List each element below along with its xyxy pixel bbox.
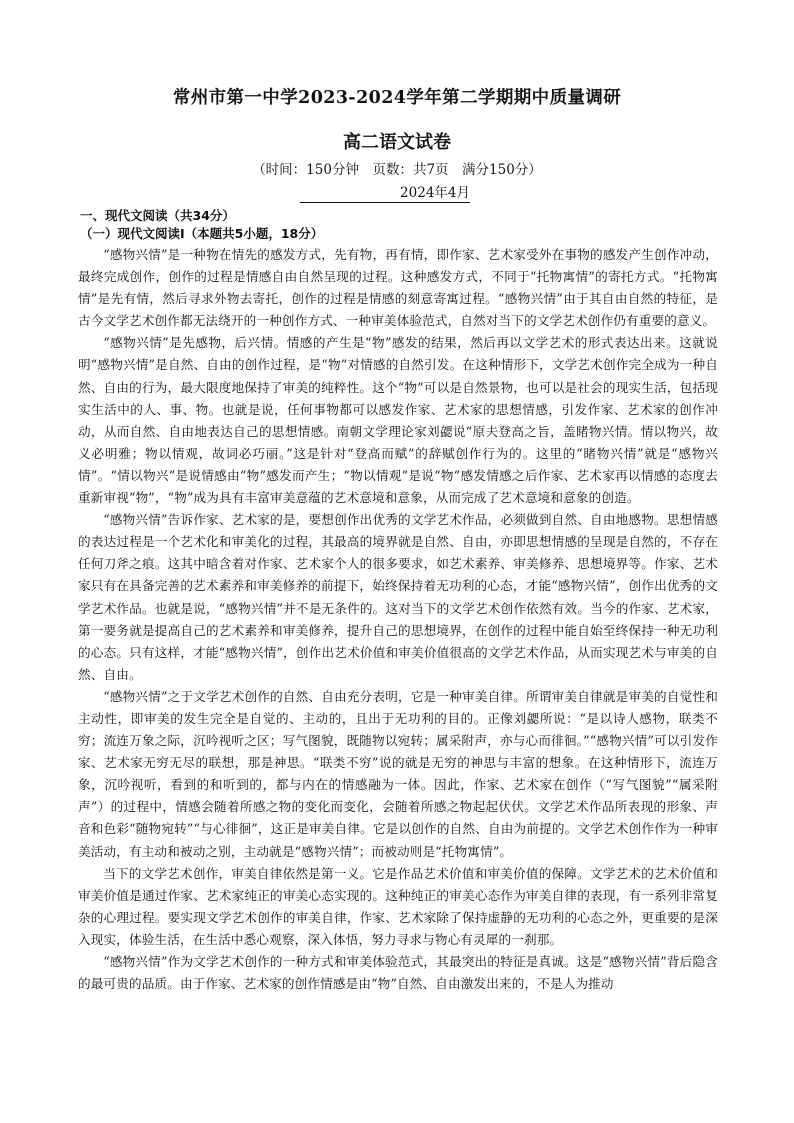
paragraph: “感物兴情”是一种物在情先的感发方式，先有物，再有情，即作家、艺术家受外在事物的感发产生创作冲动，最终完成创作，创作的过程是情感自由自然呈现的过程。这种感发方式，不同于“托物寓情”的寄托方式。“托物寓情”是先有情，然后寻求外物去寄托，创作的过程是情感的刻意寄寓过程。“感物兴情”由于其自由自然的特征，是古今文学艺术创作都无法绕开的一种创作方式、一种审美体验范式，自然对当下的文学艺术创作仍有重要的意义。	[78, 247, 718, 329]
exam-meta: （时间：150分钟 页数：共7页 满分150分）	[252, 162, 542, 178]
exam-subtitle: 高二语文试卷	[343, 132, 451, 153]
paragraph: “感物兴情”告诉作家、艺术家的是，要想创作出优秀的文学艺术作品，必须做到自然、自由地感物。思想情感的表达过程是一个艺术化和审美化的过程，其最高的境界就是自然、自由，亦即思想情感的呈现是自然的，不存在任何刀斧之痕。这其中暗含着对作家、艺术家个人的很多要求，如艺术素养、审美修养、思想境界等。作家、艺术家只有在具备完善的艺术素养和审美修养的前提下，始终保持着无功利的心态，才能“感物兴情”，创作出优秀的文学艺术作品。也就是说，“感物兴情”并不是无条件的。这对当下的文学艺术创作依然有效。当今的作家、艺术家，第一要务就是提高自己的艺术素养和审美修养，提升自己的思想境界，在创作的过程中能自始至终保持一种无功利的心态。只有这样，才能“感物兴情”，创作出艺术价值和审美价值很高的文学艺术作品，从而实现艺术与审美的自然、自由。	[78, 512, 718, 682]
paragraph: “感物兴情”之于文学艺术创作的自然、自由充分表明，它是一种审美自律。所谓审美自律就是审美的自觉性和主动性，即审美的发生完全是自觉的、主动的，且出于无功利的目的。正像刘勰所说：“是以诗人感物，联类不穷；流连万象之际，沉吟视听之区；写气图貌，既随物以宛转；属采附声，亦与心而徘徊。”“感物兴情”可以引发作家、艺术家无穷无尽的联想，那是神思。“联类不穷”说的就是无穷的神思与丰富的想象。在这种情形下，流连万象，沉吟视听，看到的和听到的，都与内在的情感融为一体。因此，作家、艺术家在创作（“写气图貌”“属采附声”）的过程中，情感会随着所感之物的变化而变化，会随着所感之物起起伏伏。文学艺术作品所表现的形象、声音和色彩“随物宛转”“与心徘徊”，这正是审美自律。它是以创作的自然、自由为前提的。文学艺术创作作为一种审美活动，有主动和被动之别，主动就是“感物兴情”；而被动则是“托物寓情”。	[78, 688, 718, 859]
paragraph: “感物兴情”是先感物，后兴情。情感的产生是“物”感发的结果，然后再以文学艺术的形式表达出来。这就说明“感物兴情”是自然、自由的创作过程，是“物”对情感的自然引发。在这种情形下，文学艺术创作完全成为一种自然、自由的行为，最大限度地保持了审美的纯粹性。这个“物”可以是自然景物，也可以是社会的现实生活，包括现实生活中的人、事、物。也就是说，任何事物都可以感发作家、艺术家的思想情感，引发作家、艺术家的创作冲动，从而自然、自由地表达自己的思想情感。南朝文学理论家刘勰说“原夫登高之旨，盖睹物兴情。情以物兴，故义必明雅；物以情观，故词必巧丽。”这是针对“登高而赋”的辞赋创作行为的。这里的“睹物兴情”就是“感物兴情”。“情以物兴”是说情感由“物”感发而产生；“物以情观”是说“物”感发情感之后作家、艺术家再以情感的态度去重新审视“物”，“物”成为具有丰富审美意蕴的艺术意境和意象，从而完成了艺术意境和意象的创造。	[78, 335, 718, 506]
subsection-heading: （一）现代文阅读Ⅰ（本题共5小题，18分）	[80, 226, 324, 241]
paragraph: “感物兴情”作为文学艺术创作的一种方式和审美体验范式，其最突出的特征是真诚。这是“感物兴情”背后隐含的最可贵的品质。由于作家、艺术家的创作情感是由“物”自然、自由激发出来的，不是人为推动	[78, 954, 718, 992]
exam-title: 常州市第一中学2023-2024学年第二学期期中质量调研	[172, 88, 622, 108]
exam-date: 2024年4月	[300, 181, 470, 203]
paragraph: 当下的文学艺术创作，审美自律依然是第一义。它是作品艺术价值和审美价值的保障。文学艺术的艺术价值和审美价值是通过作家、艺术家纯正的审美心态实现的。这种纯正的审美心态作为审美自律的表现，有一系列非常复杂的心理过程。要实现文学艺术创作的审美自律，作家、艺术家除了保持虚静的无功利的心态之外，更重要的是深入现实，体验生活，在生活中悉心观察，深入体悟，努力寻求与物心有灵犀的一刹那。	[78, 865, 718, 947]
article-body	[78, 244, 718, 995]
section-heading: 一、现代文阅读（共34分）	[80, 208, 235, 223]
